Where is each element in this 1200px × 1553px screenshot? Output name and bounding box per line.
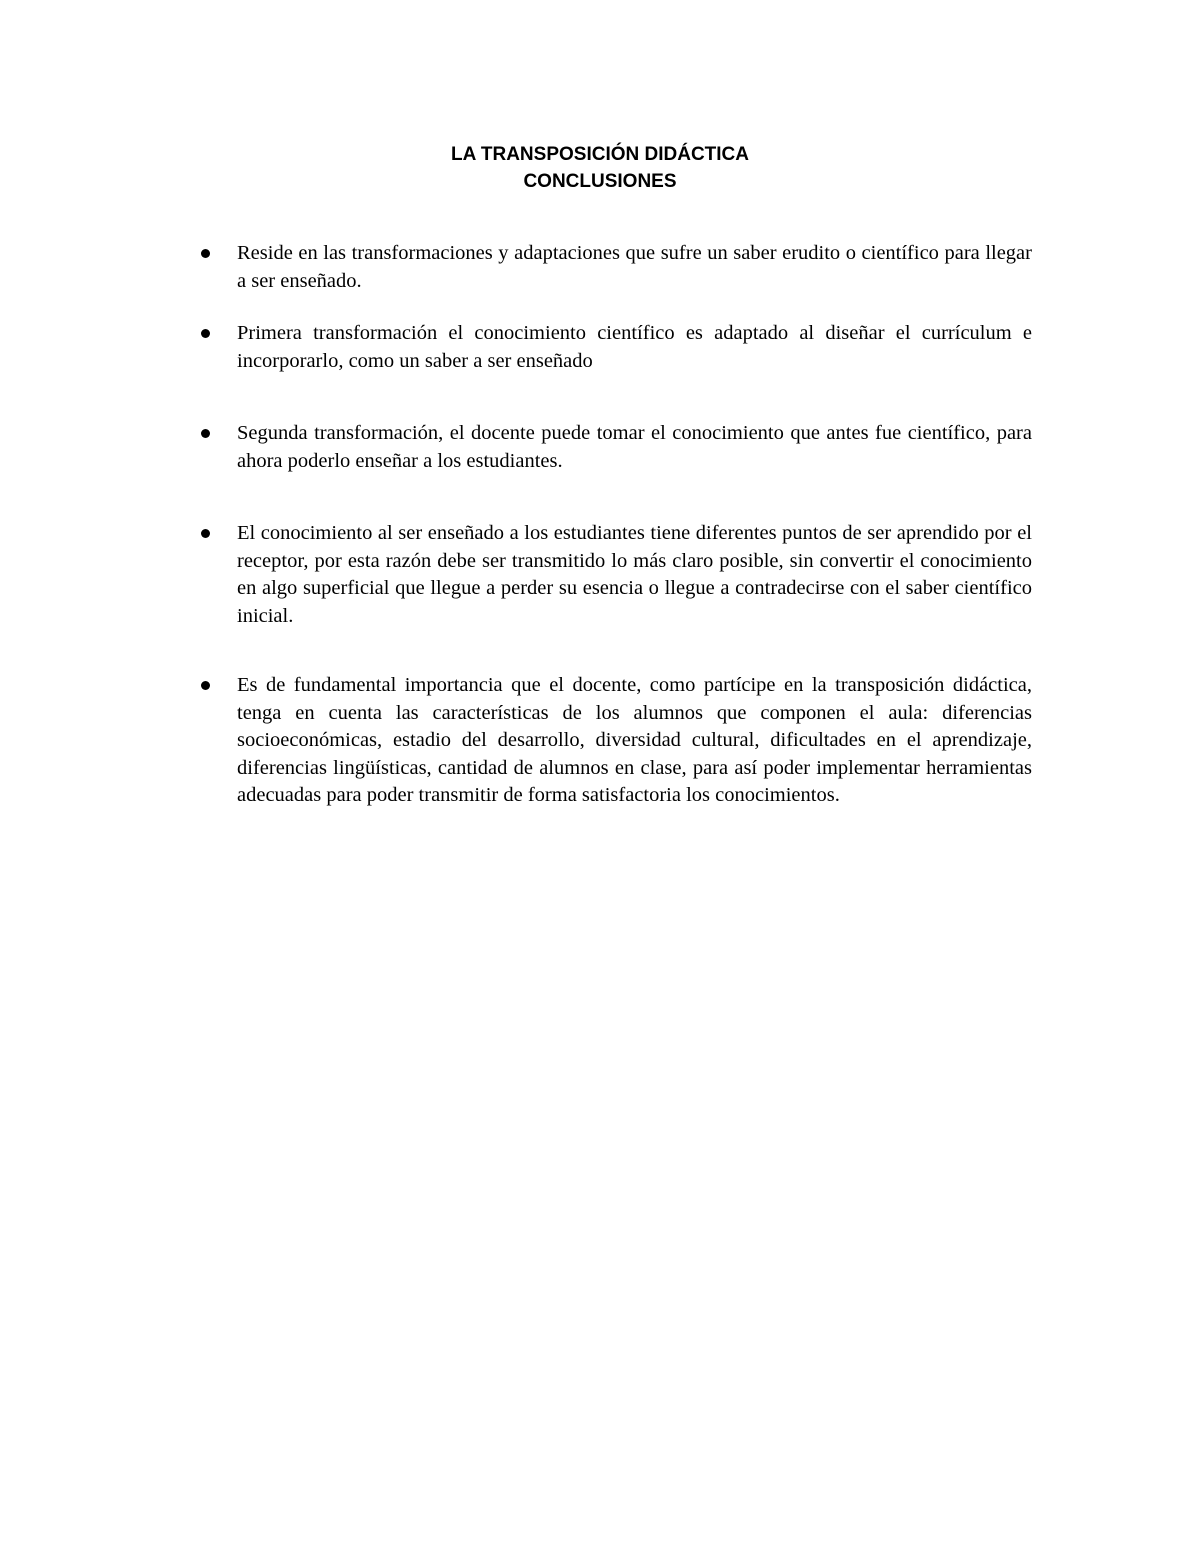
bullet-icon	[201, 429, 210, 438]
document-subtitle: CONCLUSIONES	[523, 171, 677, 192]
list-item	[237, 420, 1032, 475]
list-item	[237, 320, 1032, 375]
bullet-icon	[201, 249, 210, 258]
bullet-icon	[201, 529, 210, 538]
document-title: LA TRANSPOSICIÓN DIDÁCTICA	[450, 144, 750, 165]
list-item-text: El conocimiento al ser enseñado a los estudiantes tiene diferentes puntos de ser aprendido por el receptor, por esta razón debe ser transmitido lo más claro posible, sin convertir el conocimiento en algo superficial que llegue a perder su esencia o llegue a contradecirse con el saber científico inicial.	[237, 522, 1032, 627]
list-item	[237, 672, 1032, 810]
list-item-text: Es de fundamental importancia que el docente, como partícipe en la transposición didáctica, tenga en cuenta las características de los alumnos que componen el aula: diferencias socioeconómicas, estadio del desarrollo, diversidad cultural, dificultades en el aprendizaje, diferencias lingüísticas, cantidad de alumnos en clase, para así poder implementar herramientas adecuadas para poder transmitir de forma satisfactoria los conocimientos.	[237, 674, 1032, 806]
list-item-text: Reside en las transformaciones y adaptaciones que sufre un saber erudito o científico para llegar a ser enseñado.	[237, 242, 1032, 292]
bullet-icon	[201, 329, 210, 338]
bullet-icon	[201, 681, 210, 690]
list-item	[237, 520, 1032, 630]
list-item-text: Segunda transformación, el docente puede tomar el conocimiento que antes fue científico, para ahora poderlo enseñar a los estudiantes.	[237, 422, 1032, 472]
list-item	[237, 240, 1032, 295]
document-heading	[0, 141, 1200, 195]
list-item-text: Primera transformación el conocimiento científico es adaptado al diseñar el currículum e incorporarlo, como un saber a ser enseñado	[237, 322, 1032, 372]
